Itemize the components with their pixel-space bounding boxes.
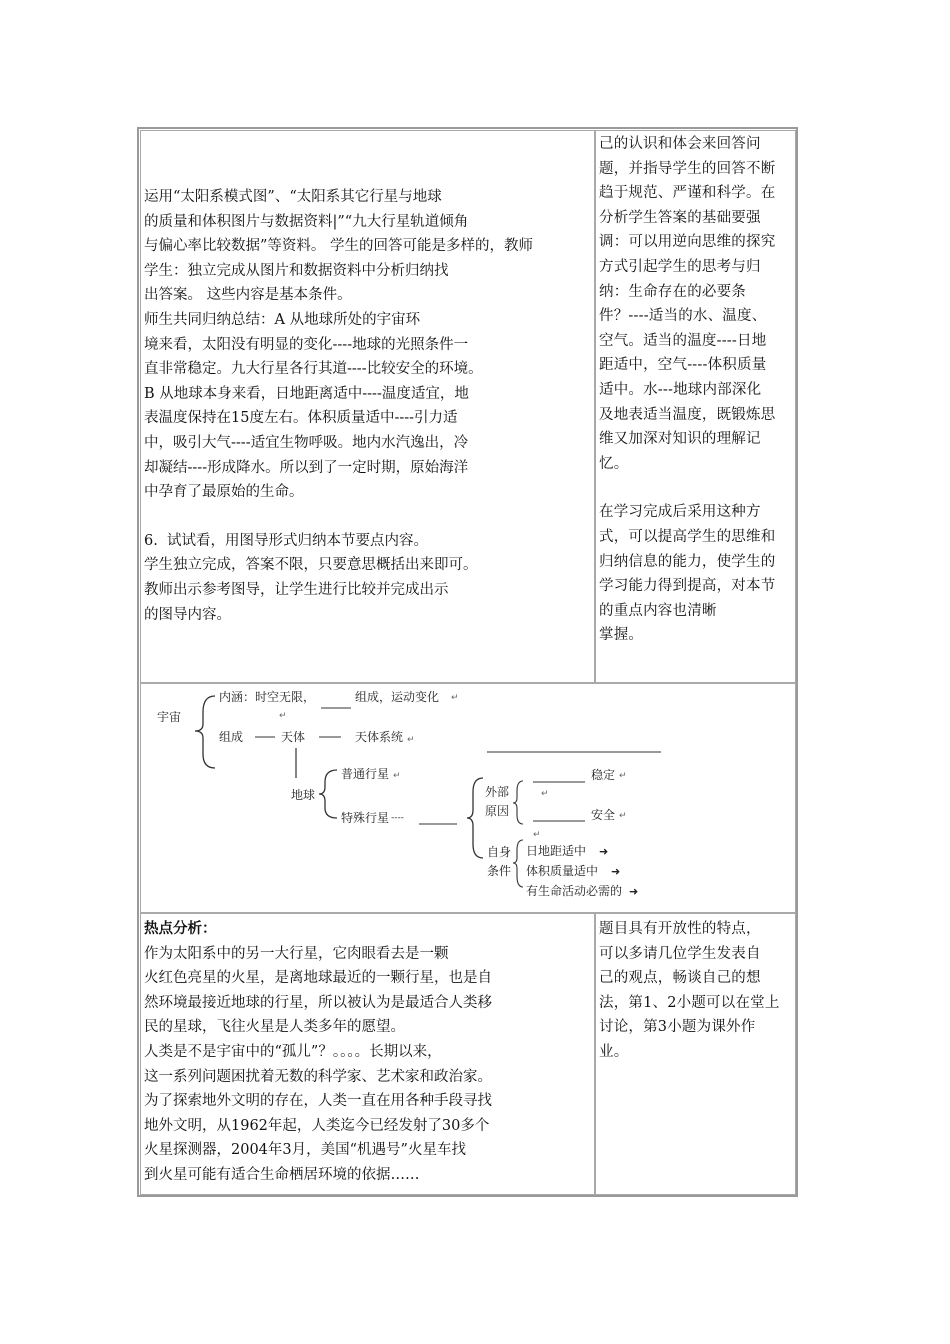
text-line: 火红色亮星的火星，是离地球最近的一颗行星，也是自 — [144, 970, 492, 987]
text-line: 的重点内容也清晰 — [599, 602, 717, 619]
text-line: 火星探测器，2004年3月，美国“机遇号”火星车找 — [144, 1142, 466, 1159]
hotspot-note-text — [599, 917, 795, 1065]
text-line: 的质量和体积图片与数据资料|”“九大行星轨道倾角 — [144, 213, 469, 230]
text-line: 民的星球，飞往火星是人类多年的愿望。 — [144, 1019, 405, 1036]
text-line: 运用“太阳系模式图”、“太阳系其它行星与地球 — [144, 189, 442, 205]
node-universe: 宇宙 — [157, 710, 182, 724]
return-mark: ↵ — [393, 771, 401, 781]
dash-mark: ---- — [391, 813, 404, 823]
text-line: 己的认识和体会来回答问 — [599, 136, 761, 152]
return-mark: ↵ — [619, 811, 627, 821]
text-line: 6. 试试看，用图导形式归纳本节要点内容。 — [144, 532, 429, 549]
text-line: 距适中，空气----体积质量 — [599, 357, 767, 374]
row1-right-cell — [595, 130, 796, 683]
text-line: 业。 — [599, 1043, 629, 1060]
text-line: 这一系列问题困扰着无数的科学家、艺术家和政治家。 — [144, 1068, 492, 1085]
lesson-table — [137, 127, 798, 1197]
text-line: 趋于规范、严谨和科学。在 — [599, 185, 776, 202]
row3-left-cell — [140, 913, 595, 1195]
text-line: 境来看，太阳没有明显的变化----地球的光照条件一 — [144, 336, 469, 353]
text-line: 己的观点，畅谈自己的想 — [599, 970, 761, 987]
text-line: 学习能力得到提高，对本节 — [599, 578, 776, 595]
text-line: 分析学生答案的基础要强 — [599, 209, 761, 226]
text-line: 与偏心率比较数据”等资料。 学生的回答可能是多样的，教师 — [144, 238, 534, 255]
text-line: 忆。 — [599, 455, 629, 472]
text-line: 到火星可能有适合生命栖居环境的依据…… — [144, 1166, 420, 1183]
node-cond-mass: 体积质量适中 — [526, 864, 599, 878]
arrow-icon: ➜ — [629, 885, 639, 898]
text-line: 为了探索地外文明的存在，人类一直在用各种手段寻找 — [144, 1093, 492, 1110]
node-composition: 组成 — [219, 730, 244, 744]
node-cond-distance: 日地距适中 — [526, 844, 587, 858]
arrow-icon: ➜ — [611, 865, 621, 878]
teaching-note-text — [599, 132, 795, 476]
text-line: 中孕育了最原始的生命。 — [144, 484, 304, 501]
text-line: 地外文明，从1962年起，人类迄今已经发射了30多个 — [144, 1117, 490, 1134]
row1-left-cell — [140, 130, 595, 683]
node-self-1: 自身 — [487, 845, 512, 859]
text-line: 的图导内容。 — [144, 606, 231, 623]
row3-right-cell — [595, 913, 796, 1195]
text-line: 适中。水---地球内部深化 — [599, 381, 762, 398]
text-line: 却凝结----形成降水。所以到了一定时期，原始海洋 — [144, 459, 469, 476]
text-line: 及地表适当温度，既锻炼思 — [599, 406, 776, 423]
text-line: 作为太阳系中的另一大行星，它肉眼看去是一颗 — [144, 945, 449, 962]
concept-map-diagram — [141, 684, 796, 913]
text-line: 纳：生命存在的必要条 — [599, 283, 746, 300]
text-line: 出答案。 这些内容是基本条件。 — [144, 287, 352, 304]
hotspot-heading: 热点分析： — [144, 920, 217, 937]
node-earth: 地球 — [291, 788, 316, 802]
learning-note-text — [599, 500, 795, 648]
text-line: 人类是不是宇宙中的“孤儿”？。。。。长期以来， — [144, 1043, 442, 1060]
text-line: 题，并指导学生的回答不断 — [599, 160, 776, 177]
text-line: 方式引起学生的思考与归 — [599, 258, 761, 275]
text-line: 掌握。 — [599, 627, 644, 644]
text-line: 维又加深对知识的理解记 — [599, 431, 761, 448]
text-line: 在学习完成后采用这种方 — [599, 504, 761, 521]
text-line: 调：可以用逆向思维的探究 — [599, 234, 776, 251]
node-celestial-body: 天体 — [281, 730, 306, 744]
text-line: 直非常稳定。九大行星各行其道----比较安全的环境。 — [144, 361, 483, 378]
text-line: 式，可以提高学生的思维和 — [599, 528, 776, 545]
node-celestial-system: 天体系统 — [355, 730, 404, 744]
text-line: 法，第1、2小题可以在堂上 — [599, 994, 780, 1011]
text-line: 然环境最接近地球的行星，所以被认为是最适合人类移 — [144, 994, 492, 1011]
text-line: 教师出示参考图导，让学生进行比较并完成出示 — [144, 581, 449, 598]
node-ordinary-planet: 普通行星 — [341, 767, 390, 781]
return-mark: ↵ — [407, 735, 415, 745]
text-line: 归纳信息的能力，使学生的 — [599, 553, 776, 570]
node-self-2: 条件 — [487, 864, 512, 878]
text-line: 题目具有开放性的特点， — [599, 921, 761, 937]
hotspot-analysis-text — [144, 942, 594, 1188]
text-line: 可以多请几位学生发表自 — [599, 945, 761, 962]
node-external-1: 外部 — [485, 785, 510, 799]
return-mark: ↵ — [541, 789, 549, 799]
diagram-cell — [140, 683, 796, 913]
return-mark: ↵ — [619, 771, 627, 781]
text-line: 表温度保持在15度左右。体积质量适中----引力适 — [144, 410, 458, 427]
text-line: 中，吸引大气----适宜生物呼吸。地内水汽逸出，冷 — [144, 434, 469, 451]
text-line: 件？----适当的水、温度、 — [599, 308, 767, 325]
text-line: B 从地球本身来看，日地距离适中----温度适宜，地 — [144, 385, 469, 402]
summary-task-text — [144, 529, 594, 627]
text-line: 空气。适当的温度----日地 — [599, 332, 767, 349]
text-line: 学生：独立完成从图片和数据资料中分析归纳找 — [144, 262, 449, 279]
node-stable: 稳定 — [591, 768, 616, 782]
return-mark: ↵ — [451, 693, 459, 703]
node-safe: 安全 — [591, 808, 616, 822]
node-connotation: 内涵：时空无限， — [219, 690, 316, 704]
activity-text — [144, 185, 594, 505]
return-mark: ↵ — [279, 711, 287, 721]
arrow-icon: ➜ — [599, 845, 609, 858]
node-special-planet: 特殊行星 — [341, 811, 390, 825]
text-line: 学生独立完成，答案不限，只要意思概括出来即可。 — [144, 557, 478, 574]
node-composition-motion: 组成，运动变化 — [355, 690, 440, 704]
text-line: 师生共同归纳总结：A 从地球所处的宇宙环 — [144, 311, 421, 328]
text-line: 讨论，第3小题为课外作 — [599, 1019, 756, 1036]
node-external-2: 原因 — [485, 804, 510, 818]
node-cond-needs: 有生命活动必需的 — [526, 884, 623, 898]
return-mark: ↵ — [533, 830, 541, 840]
